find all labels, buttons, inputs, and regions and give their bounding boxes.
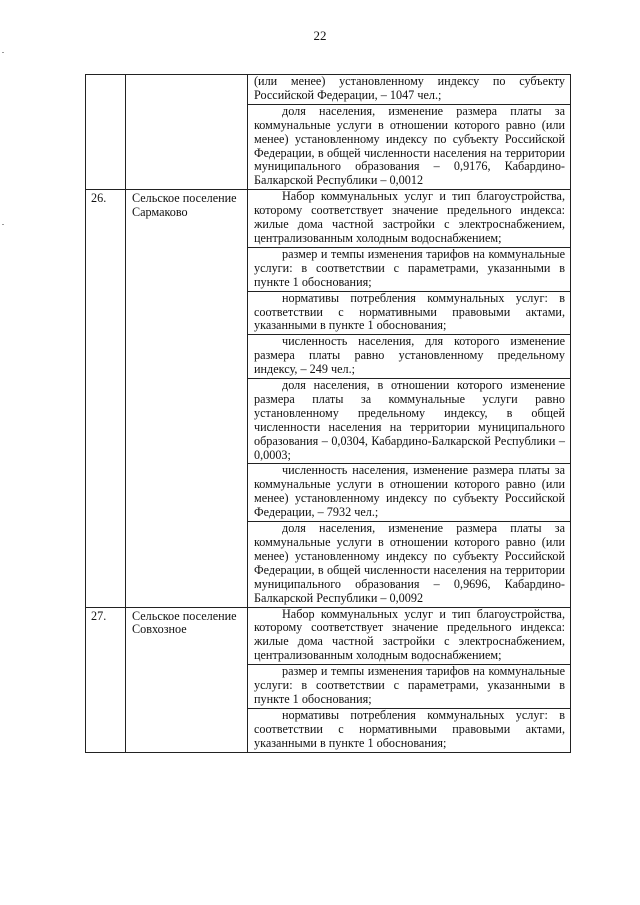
row-description: [248, 190, 571, 607]
row-description: [248, 607, 571, 752]
paragraph: нормативы потребления коммунальных услуг: в соответствии с нормативными правовыми актами, указанными в пункте 1 обоснования;: [248, 291, 570, 335]
row-number: 27.: [86, 607, 126, 752]
paragraph: размер и темпы изменения тарифов на коммунальные услуги: в соответствии с параметрами, указанными в пункте 1 обоснования;: [248, 664, 570, 708]
table-row: [86, 75, 571, 190]
paragraph: численность населения, для которого изменение размера платы равно установленному предельному индексу, – 249 чел.;: [248, 334, 570, 378]
municipality-name: Сельское поселение Совхозное: [126, 607, 248, 752]
row-description: [248, 75, 571, 190]
table-row: [86, 190, 571, 607]
row-number: 26.: [86, 190, 126, 607]
municipality-name: Сельское поселение Сармаково: [126, 190, 248, 607]
scan-margin-mark: [2, 224, 4, 225]
table-row: [86, 607, 571, 752]
paragraph: доля населения, в отношении которого изменение размера платы за коммунальные услуги равно установленному предельному индексу, в общей численности населения на территории муниципального образования – 0,0304, Кабардино-Балкарской Республики – 0,0003;: [248, 378, 570, 463]
paragraph: доля населения, изменение размера платы за коммунальные услуги в отношении которого равно (или менее) установленному индексу по субъекту Российской Федерации, в общей численности населения на территории муниципального образования – 0,9176, Кабардино-Балкарской Республики – 0,0012: [248, 104, 570, 189]
paragraph: Набор коммунальных услуг и тип благоустройства, которому соответствует значение предельного индекса: жилые дома частной застройки с электроснабжением, централизованным холодным водоснабжением;: [254, 189, 565, 245]
page-number: 22: [313, 28, 327, 43]
paragraph: Набор коммунальных услуг и тип благоустройства, которому соответствует значение предельного индекса: жилые дома частной застройки с электроснабжением, централизованным холодным водоснабжением;: [254, 606, 565, 663]
tariff-table: [85, 74, 571, 753]
row-number: [86, 75, 126, 190]
paragraph: (или менее) установленному индексу по субъекту Российской Федерации, – 1047 чел.;: [254, 74, 565, 102]
paragraph: размер и темпы изменения тарифов на коммунальные услуги: в соответствии с параметрами, указанными в пункте 1 обоснования;: [248, 247, 570, 291]
municipality-name: [126, 75, 248, 190]
paragraph: доля населения, изменение размера платы за коммунальные услуги в отношении которого равно (или менее) установленному индексу по субъекту Российской Федерации, в общей численности населения на территории муниципального образования – 0,9696, Кабардино-Балкарской Республики – 0,0092: [248, 521, 570, 606]
scan-margin-mark: [2, 52, 4, 53]
paragraph: численность населения, изменение размера платы за коммунальные услуги в отношении которого равно (или менее) установленному индексу по субъекту Российской Федерации, – 7932 чел.;: [248, 463, 570, 521]
paragraph: нормативы потребления коммунальных услуг: в соответствии с нормативными правовыми актами, указанными в пункте 1 обоснования;: [248, 708, 570, 752]
